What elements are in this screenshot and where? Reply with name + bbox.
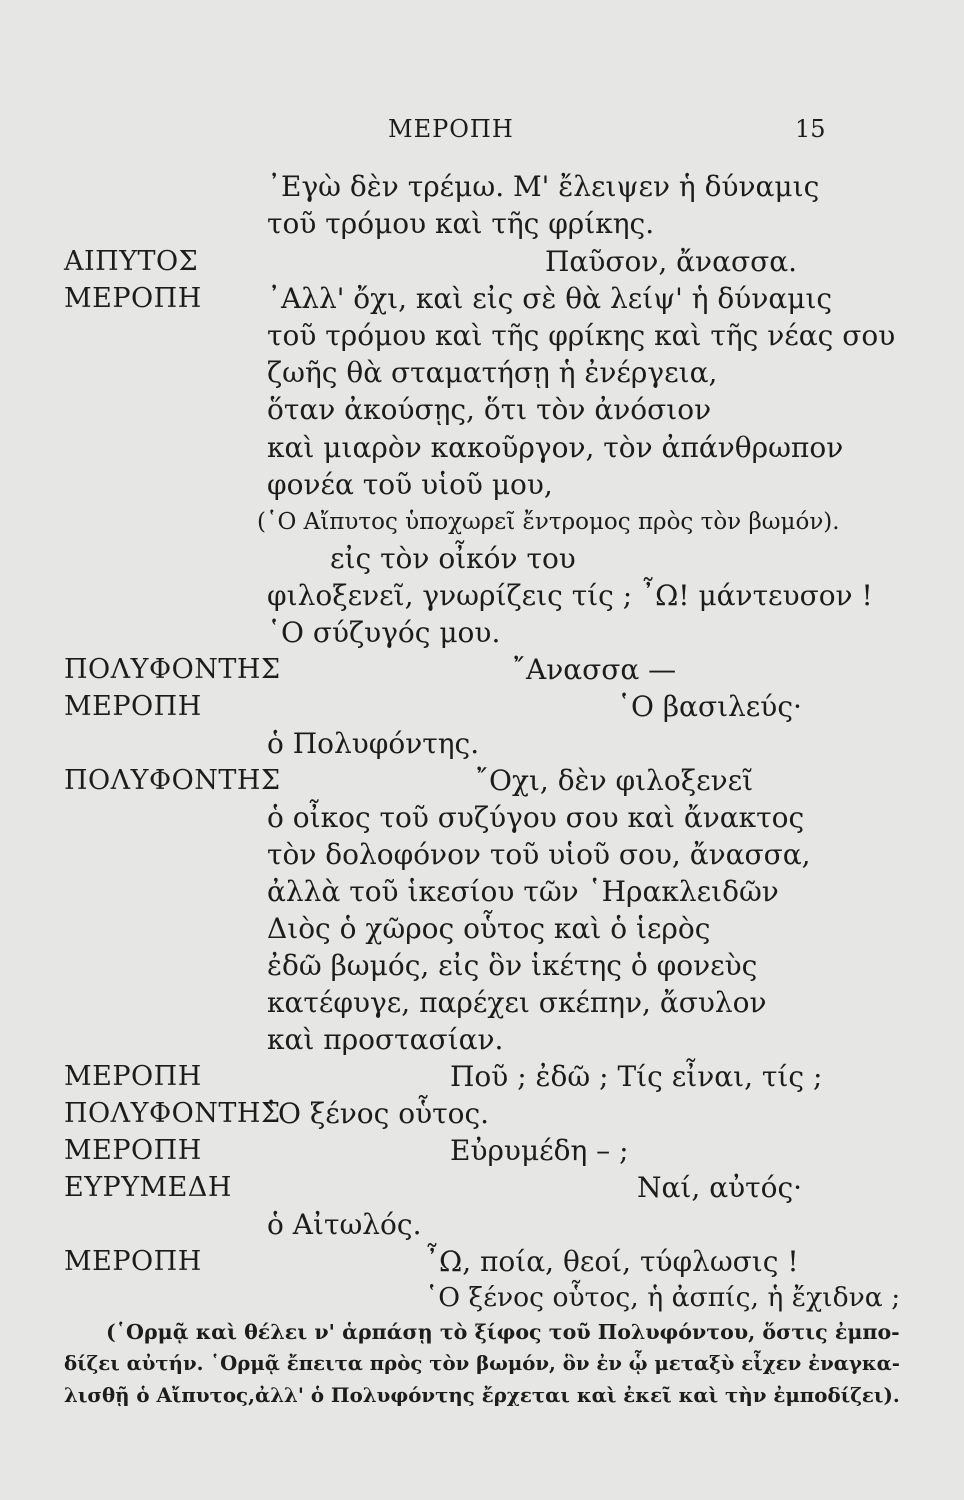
verse-line: ῾Ο ξένος οὗτος.: [264, 1097, 490, 1130]
verse-line: Εὐρυμέδη – ;: [450, 1134, 629, 1167]
verse-line: ζωῆς θὰ σταματήσῃ ἡ ἐνέργεια,: [267, 356, 718, 389]
stage-direction-line: δίζει αὐτήν. ῾Ορμᾷ ἔπειτα πρὸς τὸν βωμόν, ὃν ἐν ᾧ μεταξὺ εἶχεν ἐναγκα-: [64, 1352, 900, 1375]
verse-line: Παῦσον, ἄνασσα.: [545, 245, 798, 278]
verse-line: ᾿Αλλ' ὄχι, καὶ εἰς σὲ θὰ λείψ' ἡ δύναμις: [267, 282, 833, 315]
verse-line: ῾Ο σύζυγός μου.: [267, 616, 501, 649]
speaker-name: ΜΕΡΟΠΗ: [64, 283, 202, 314]
verse-line: εἰς τὸν οἶκόν του: [330, 542, 576, 575]
stage-direction-line: λισθῇ ὁ Αἴπυτος,ἀλλ' ὁ Πολυφόντης ἔρχεται καὶ ἐκεῖ καὶ τὴν ἐμποδίζει).: [64, 1383, 900, 1407]
verse-line: ῏Ω, ποία, θεοί, τύφλωσις !: [425, 1245, 799, 1278]
page-number: 15: [795, 115, 826, 143]
verse-line: ῾Ο ξένος οὗτος, ἡ ἀσπίς, ἡ ἔχιδνα ;: [425, 1282, 901, 1313]
verse-line: καὶ μιαρὸν κακοῦργον, τὸν ἀπάνθρωπον: [267, 431, 844, 464]
verse-line: ῎Οχι, δὲν φιλοξενεῖ: [475, 764, 754, 797]
verse-line: τοῦ τρόμου καὶ τῆς φρίκης καὶ τῆς νέας σου: [267, 319, 896, 352]
verse-line: Διὸς ὁ χῶρος οὗτος καὶ ὁ ἱερὸς: [267, 912, 711, 945]
verse-line: φιλοξενεῖ, γνωρίζεις τίς ; ῏Ω! μάντευσον !: [267, 579, 873, 612]
verse-line: Ποῦ ; ἐδῶ ; Τίς εἶναι, τίς ;: [450, 1060, 823, 1093]
verse-line: ὁ οἶκος τοῦ συζύγου σου καὶ ἄνακτος: [267, 801, 805, 834]
running-header-title: ΜΕΡΟΠΗ: [388, 115, 514, 143]
speaker-name: ΜΕΡΟΠΗ: [64, 1246, 202, 1277]
verse-line: ἀλλὰ τοῦ ἱκεσίου τῶν ῾Ηρακλειδῶν: [267, 875, 779, 908]
verse-line: Ναί, αὐτός·: [637, 1171, 803, 1204]
speaker-name: ΠΟΛΥΦΟΝΤΗΣ: [64, 654, 281, 685]
speaker-name: ΑΙΠΥΤΟΣ: [64, 246, 199, 277]
verse-line: κατέφυγε, παρέχει σκέπην, ἄσυλον: [267, 986, 767, 1019]
speaker-name: ΠΟΛΥΦΟΝΤΗΣ: [64, 1098, 281, 1129]
verse-line: ᾿Εγὼ δὲν τρέμω. Μ' ἔλειψεν ἡ δύναμις: [267, 170, 820, 203]
speaker-name: ΜΕΡΟΠΗ: [64, 1061, 202, 1092]
verse-line: ὅταν ἀκούσῃς, ὅτι τὸν ἀνόσιον: [267, 393, 712, 426]
verse-line: ῎Ανασσα —: [512, 653, 677, 686]
verse-line: ῾Ο βασιλεύς·: [617, 690, 802, 723]
speaker-name: ΕΥΡΥΜΕΔΗ: [64, 1172, 232, 1203]
verse-line: καὶ προστασίαν.: [267, 1023, 504, 1056]
verse-line: ἐδῶ βωμός, εἰς ὃν ἱκέτης ὁ φονεὺς: [267, 949, 758, 982]
stage-direction-line: (῾Ορμᾷ καὶ θέλει ν' ἁρπάσῃ τὸ ξίφος τοῦ Πολυφόντου, ὅστις ἐμπο-: [106, 1320, 900, 1344]
verse-line: ὁ Πολυφόντης.: [267, 727, 480, 760]
stage-direction-inline: (῾Ο Αἴπυτος ὑποχωρεῖ ἔντρομος πρὸς τὸν βωμόν).: [257, 509, 840, 535]
verse-line: τοῦ τρόμου καὶ τῆς φρίκης.: [267, 207, 655, 240]
speaker-name: ΠΟΛΥΦΟΝΤΗΣ: [64, 765, 281, 796]
speaker-name: ΜΕΡΟΠΗ: [64, 1135, 202, 1166]
verse-line: φονέα τοῦ υἱοῦ μου,: [267, 468, 553, 501]
speaker-name: ΜΕΡΟΠΗ: [64, 691, 202, 722]
verse-line: τὸν δολοφόνον τοῦ υἱοῦ σου, ἄνασσα,: [267, 838, 811, 871]
verse-line: ὁ Αἰτωλός.: [267, 1208, 422, 1241]
